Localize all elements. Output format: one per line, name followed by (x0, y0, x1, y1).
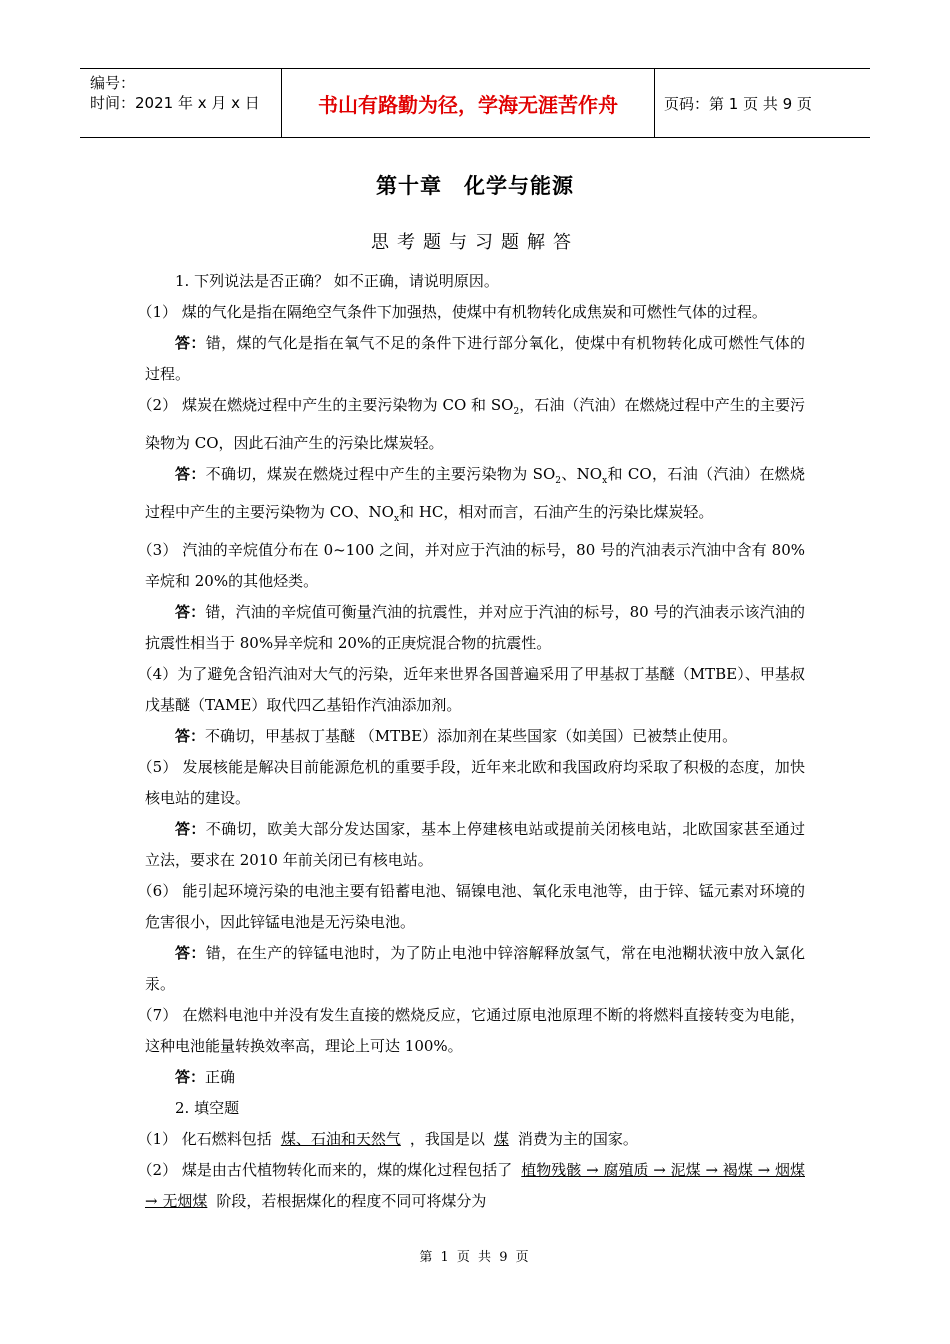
section-subtitle: 思考题与习题解答 (371, 232, 579, 253)
header-time: 时间：2021 年 x 月 x 日 (90, 94, 260, 112)
statement-5: （5） 发展核能是解决目前能源危机的重要手段，近年来北欧和我国政府均采取了积极的态度，加快核电站的建设。 (137, 758, 805, 807)
document-body (137, 266, 805, 1217)
answer-4: 答：不确切，甲基叔丁基醚 （MTBE）添加剂在某些国家（如美国）已被禁止使用。 (175, 727, 738, 745)
statement-3: （3） 汽油的辛烷值分布在 0~100 之间，并对应于汽油的标号，80 号的汽油表示汽油中含有 80%辛烷和 20%的其他烃类。 (137, 541, 805, 590)
fill-in-2: （2） 煤是由古代植物转化而来的，煤的煤化过程包括了 植物残骸 → 腐殖质 → 泥煤 → 褐煤 → 烟煤 → 无烟煤 阶段，若根据煤化的程度不同可将煤分为 (137, 1161, 805, 1210)
answer-label: 答： (175, 727, 206, 745)
fill-in-heading: 2. 填空题 (175, 1099, 240, 1117)
header-motto: 书山有路勤为径，学海无涯苦作舟 (318, 92, 618, 117)
header-divider (654, 69, 655, 137)
answer-label: 答： (175, 1068, 206, 1086)
statement-2: （2） 煤炭在燃烧过程中产生的主要污染物为 CO 和 $SO_2$，石油（汽油）在燃烧过程中产生的主要污染物为 CO，因此石油产生的污染比煤炭轻。 (137, 396, 805, 452)
answer-2: 答：不确切，煤炭在燃烧过程中产生的主要污染物为 $SO_2$、$NO_x$和 CO，石油（汽油）在燃烧过程中产生的主要污染物为 CO、$NO_x$和 HC，相对而言，石油产生的污染比煤炭轻。 (145, 465, 805, 524)
statement-4: （4）为了避免含铅汽油对大气的污染，近年来世界各国普遍采用了甲基叔丁基醚（MTBE）、甲基叔戊基醚（TAME）取代四乙基铅作汽油添加剂。 (137, 665, 805, 714)
answer-1: 答：错，煤的气化是指在氧气不足的条件下进行部分氧化，使煤中有机物转化成可燃性气体的过程。 (145, 334, 805, 383)
fill-in-1: （1） 化石燃料包括 煤、石油和天然气 ，我国是以 煤 消费为主的国家。 (137, 1130, 638, 1148)
page-footer: 第 1 页 共 9 页 (419, 1250, 531, 1265)
header-meta (90, 73, 260, 113)
question-heading: 1. 下列说法是否正确？ 如不正确，请说明原因。 (175, 272, 499, 290)
header-divider (281, 69, 282, 137)
answer-6: 答：错，在生产的锌锰电池时，为了防止电池中锌溶解释放氢气，常在电池糊状液中放入氯化汞。 (145, 944, 805, 993)
answer-label: 答： (175, 334, 206, 352)
header-page-info: 页码：第 1 页 共 9 页 (664, 94, 812, 113)
answer-blank: 煤、石油和天然气 (280, 1130, 401, 1148)
answer-label: 答： (175, 944, 206, 962)
answer-blank: 煤 (493, 1130, 509, 1148)
statement-6: （6） 能引起环境污染的电池主要有铅蓄电池、镉镍电池、氧化汞电池等，由于锌、锰元素对环境的危害很小，因此锌锰电池是无污染电池。 (137, 882, 805, 931)
statement-7: （7） 在燃料电池中并没有发生直接的燃烧反应，它通过原电池原理不断的将燃料直接转变为电能，这种电池能量转换效率高，理论上可达 100%。 (137, 1006, 805, 1055)
answer-label: 答： (175, 820, 206, 838)
answer-blank: 植物残骸 → 腐殖质 → 泥煤 → 褐煤 → 烟煤 → 无烟煤 (145, 1161, 805, 1210)
answer-label: 答： (175, 465, 206, 483)
answer-5: 答：不确切，欧美大部分发达国家，基本上停建核电站或提前关闭核电站，北欧国家甚至通过立法，要求在 2010 年前关闭已有核电站。 (145, 820, 805, 869)
header-number: 编号： (90, 74, 136, 92)
document-header (80, 68, 870, 138)
answer-3: 答：错，汽油的辛烷值可衡量汽油的抗震性，并对应于汽油的标号，80 号的汽油表示该汽油的抗震性相当于 80%异辛烷和 20%的正庚烷混合物的抗震性。 (145, 603, 805, 652)
chapter-title: 第十章 化学与能源 (376, 174, 574, 198)
answer-label: 答： (175, 603, 206, 621)
statement-1: （1） 煤的气化是指在隔绝空气条件下加强热，使煤中有机物转化成焦炭和可燃性气体的过程。 (137, 303, 767, 321)
answer-7: 答：正确 (175, 1068, 236, 1086)
